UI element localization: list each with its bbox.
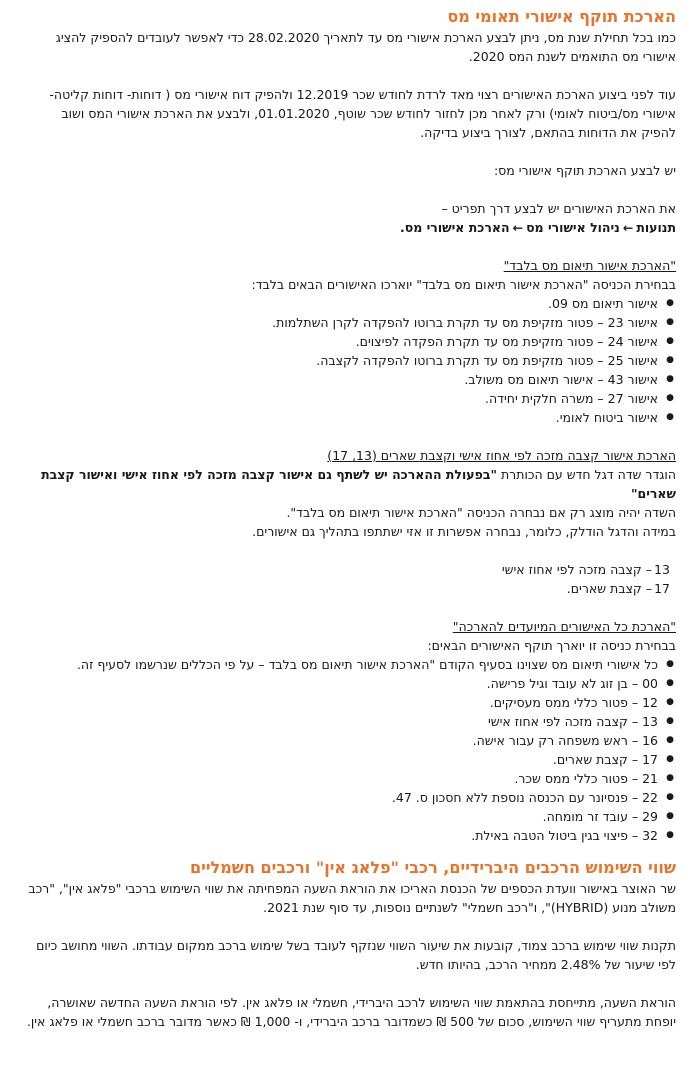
section2-paragraph-1: שר האוצר באישור וועדת הכספים של הכנסת האריכו את הוראת השעה המפחיתה את שווי השימוש ברכבי "פלאג אין", "רכב משולב מנוע (HYBRID)", ו"רכב חשמלי" לשנתיים נוספות, עד סוף שנת 2021. (28, 881, 676, 915)
list-item: ● אישור 23 – פטור מזקיפת מס עד תקרת ברוטו להפקדה לקרן השתלמות. (24, 313, 658, 332)
menu-path-step-2: ניהול אישורי מס (526, 220, 620, 235)
only-tax-coordination-title: "הארכת אישור תיאום מס בלבד" (503, 258, 676, 273)
flag-field-caption: "בפעולת ההארכה יש לשתף גם אישור קצבה מזכה לפי אחוז אישי ואישור קצבת שארים" (41, 467, 676, 501)
list-item: ● 21 – פטור כללי ממס שכר. (24, 769, 658, 788)
list-item: ● 29 – עובד זר מומחה. (24, 807, 658, 826)
arrow-left-icon: ← (622, 220, 634, 235)
code-row (24, 579, 676, 598)
list-item: ● אישור 43 – אישור תיאום מס משולב. (24, 370, 658, 389)
code-label: – קצבה מזכה לפי אחוז אישי (501, 562, 653, 577)
list-item: ● 00 – בן זוג לא עובד וגיל פרישה. (24, 674, 658, 693)
only-tax-coordination-intro: בבחירת הכניסה "הארכת אישור תיאום מס בלבד" יוארכו האישורים הבאים בלבד: (251, 277, 676, 292)
pension-percent-line-1 (24, 465, 676, 503)
section2-title: שווי השימוש הרכבים היברידיים, רכבי "פלאג אין" ורכבים חשמליים (189, 858, 676, 877)
code-number: 13 (654, 562, 670, 577)
list-item: ● 13 – קצבה מזכה לפי אחוז אישי (24, 712, 658, 731)
list-item: ● 22 – פנסיונר עם הכנסה נוספת ללא חסכון ס. 47. (24, 788, 658, 807)
flag-field-text: הוגדר שדה דגל חדש עם הכותרת (496, 467, 676, 482)
list-item: ● אישור 25 – פטור מזקיפת מס עד תקרת ברוטו להפקדה לקצבה. (24, 351, 658, 370)
list-item: ● 16 – ראש משפחה רק עבור אישה. (24, 731, 658, 750)
all-approvals-intro: בבחירת כניסה זו יוארך תוקף האישורים הבאים: (427, 638, 676, 653)
list-item: ● כל אישורי תיאום מס שצוינו בסעיף הקודם "הארכת אישור תיאום מס בלבד – על פי הכללים שנרשמו לסעיף זה. (24, 655, 658, 674)
code-row (24, 560, 676, 579)
all-approvals-list (24, 655, 676, 845)
section1-intro: כמו בכל תחילת שנת מס, ניתן לבצע הארכת אישורי מס עד לתאריך 28.02.2020 כדי לאפשר לעובדים להספיק להציג אישורי מס התואמים לשנת המס 2020. (55, 30, 676, 64)
how-to-line: יש לבצע הארכת תוקף אישורי מס: (493, 163, 676, 178)
section2-paragraph-3: הוראת השעה, מתייחסת בהתאמת שווי השימוש לרכב היברידי, חשמלי או פלאג אין. לפי הוראת השעה החדשה שאושרה, יופחת מתעריף שווי השימוש, סכום של 500 ₪ כשמדובר ברכב היברידי, ו- 1,000 ₪ כאשר מדובר ברכב חשמלי או פלאג אין. (26, 995, 676, 1029)
pension-percent-line-2: השדה יהיה מוצג רק אם נבחרה הכניסה "הארכת אישור תיאום מס בלבד". (286, 505, 676, 520)
list-item: ● 32 – פיצוי בגין ביטול הטבה באילת. (24, 826, 658, 845)
menu-path (24, 218, 676, 237)
section1-title: הארכת תוקף אישורי תאומי מס (447, 7, 676, 26)
only-tax-coordination-list (24, 294, 676, 427)
list-item: ● 17 – קצבת שארים. (24, 750, 658, 769)
arrow-left-icon: ← (512, 220, 524, 235)
section1-note: עוד לפני ביצוע הארכת האישורים רצוי מאד לרדת לחודש שכר 12.2019 ולהפיק דוח אישורי מס ( דוחות- דוחות קליטה- אישורי מס/ביטוח לאומי) ורק לאחר מכן לחזור לחודש שכר שוטף, 01.01.2020, ולבצע את הארכת אישורי המס ושוב להפיק את הדוחות בהתאם, לצורך ביצוע בדיקה. (49, 87, 676, 140)
list-item: ● 12 – פטור כללי ממס מעסיקים. (24, 693, 658, 712)
list-item: ● אישור 24 – פטור מזקיפת מס עד תקרת הפקדה לפיצוים. (24, 332, 658, 351)
list-item: ● אישור ביטוח לאומי. (24, 408, 658, 427)
code-label: – קצבת שארים. (566, 581, 653, 596)
all-approvals-title: "הארכת כל האישורים המיועדים להארכה" (452, 619, 676, 634)
list-item: ● אישור 27 – משרה חלקית יחידה. (24, 389, 658, 408)
pension-percent-line-3: במידה והדגל הודלק, כלומר, נבחרה אפשרות זו אזי ישתתפו בתהליך גם אישורים. (252, 524, 676, 539)
code-number: 17 (654, 581, 670, 596)
list-item: ● אישור תיאום מס 09. (24, 294, 658, 313)
menu-path-step-1: תנועות (636, 220, 676, 235)
pension-percent-title: הארכת אישור קצבה מזכה לפי אחוז אישי וקצבת שארים (13, 17) (327, 448, 676, 463)
menu-path-step-3: הארכת אישורי מס. (399, 220, 510, 235)
section2-paragraph-2: תקנות שווי שימוש ברכב צמוד, קובעות את שיעור השווי שנזקף לעובד בשל שימוש ברכב ממקום עבודתו. השווי מחושב כיום לפי שיעור של 2.48% ממחיר הרכב, בהיותו חדש. (36, 938, 676, 972)
menu-intro: את הארכת האישורים יש לבצע דרך תפריט – (441, 201, 676, 216)
